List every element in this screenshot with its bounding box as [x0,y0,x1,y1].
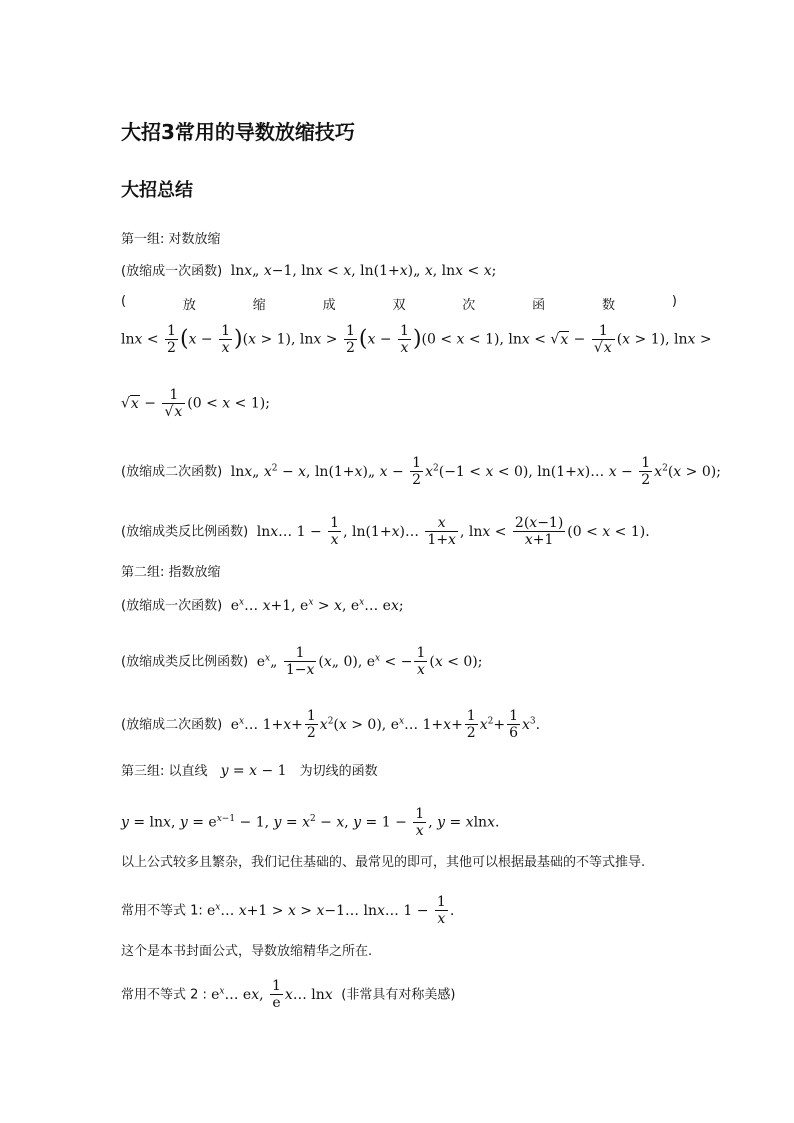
section-title: 大招总结 [121,180,193,201]
group1-quadratic-line [121,455,721,488]
group3-heading: 第三组: 以直线 y = x − 1 为切线的函数 [121,763,378,779]
group1-heading: 第一组: 对数放缩 [121,232,221,247]
group2-linear-label: (放缩成一次函数) [121,598,223,614]
group2-reciprocal-label: (放缩成类反比例函数) [121,654,249,670]
cover-note: 这个是本书封面公式，导数放缩精华之所在. [121,944,373,959]
tangent-line-formula: y = x − 1 [220,763,296,779]
group1-double-label: ( 放 缩 成 双 次 函 数 ) [121,294,677,313]
inequality-1-line [121,894,454,927]
group1-reciprocal-label: (放缩成类反比例函数) [121,524,249,540]
formula-tangent-functions: y = lnx, $y = e^{x-1} - 1$, $y = x^2 - x$, y = 1 − $\frac{1}{x}$ , y = xlnx. [121,806,500,840]
formula-log-reciprocal: lnx… 1 − $\frac{1}{x}$ , ln(1+x)… $\frac{x}{1+x}$ , lnx < $\frac{2(x-1)}{x+1}$ (0 < x < 1). [252,515,650,549]
inequality-1-formula: $e^x\dots$ x+1 > x > x−1… lnx… 1 − $\frac{1}{x}$ . [206,894,455,928]
group1-linear-line [121,264,496,278]
group2-linear-line [121,598,404,613]
group1-quadratic-label: (放缩成二次函数) [121,464,223,480]
formula-exp-quadratic: $e^x\dots$ 1+x+ $\frac{1}{2}$ $x^2(x > 0)$, $e^x\dots$ 1+x+ $\frac{1}{2}$ $x^2+$ $\frac{1}{6}$ $x^3$. [226,708,541,742]
group2-reciprocal-line [121,645,482,678]
group2-quadratic-label: (放缩成二次函数) [121,717,223,733]
group2-heading: 第二组: 指数放缩 [121,565,221,580]
group2-quadratic-line [121,708,540,741]
inequality-2-note: (非常具有对称美感) [341,987,456,1003]
formula-log-linear: lnx„ x−1, lnx < x, ln(1+x)„ x, lnx < x; [226,263,497,279]
group1-reciprocal-line [121,515,650,548]
inequality-2-label: 常用不等式 2 : [121,987,207,1003]
page-title: 大招3常用的导数放缩技巧 [121,120,355,144]
formula-exp-linear: $e^x\dots$ x+1, $e^x > x$, $e^x\dots$ ex; [226,597,404,614]
inequality-1-label: 常用不等式 1: [121,903,203,919]
group1-linear-label: (放缩成一次函数) [121,264,223,279]
formula-log-double: lnx < $\frac{1}{2}$ (x − $\frac{1}{x}$ )(x > 1), lnx > $\frac{1}{2}$ (x − $\frac{1}{x}$ )(0 < x < 1), lnx < √x − $\frac{1}{√x}$ (x > 1), lnx > [121,323,712,357]
summary-text: 以上公式较多且繁杂，我们记住基础的、最常见的即可，其他可以根据最基础的不等式推导. [121,855,646,870]
formula-exp-reciprocal: $e^x„$ $\frac{1}{1-x}$ (x„ 0), $e^x$ < − $\frac{1}{x}$ (x < 0); [252,645,483,679]
inequality-2-formula: $e^x\dots$ ex, $\frac{1}{e}$ x… lnx [211,978,333,1012]
inequality-2-line [121,978,455,1011]
formula-log-double-cont: √x − $\frac{1}{√x}$ (0 < x < 1); [121,387,270,421]
formula-log-quadratic: lnx„ $x^2 - x$, ln(1+x)„ x − $\frac{1}{2}$ $x^2(-1 < x < 0)$, ln(1+x)… x − $\frac{1}{2}$ $x^2(x > 0)$; [226,455,721,489]
